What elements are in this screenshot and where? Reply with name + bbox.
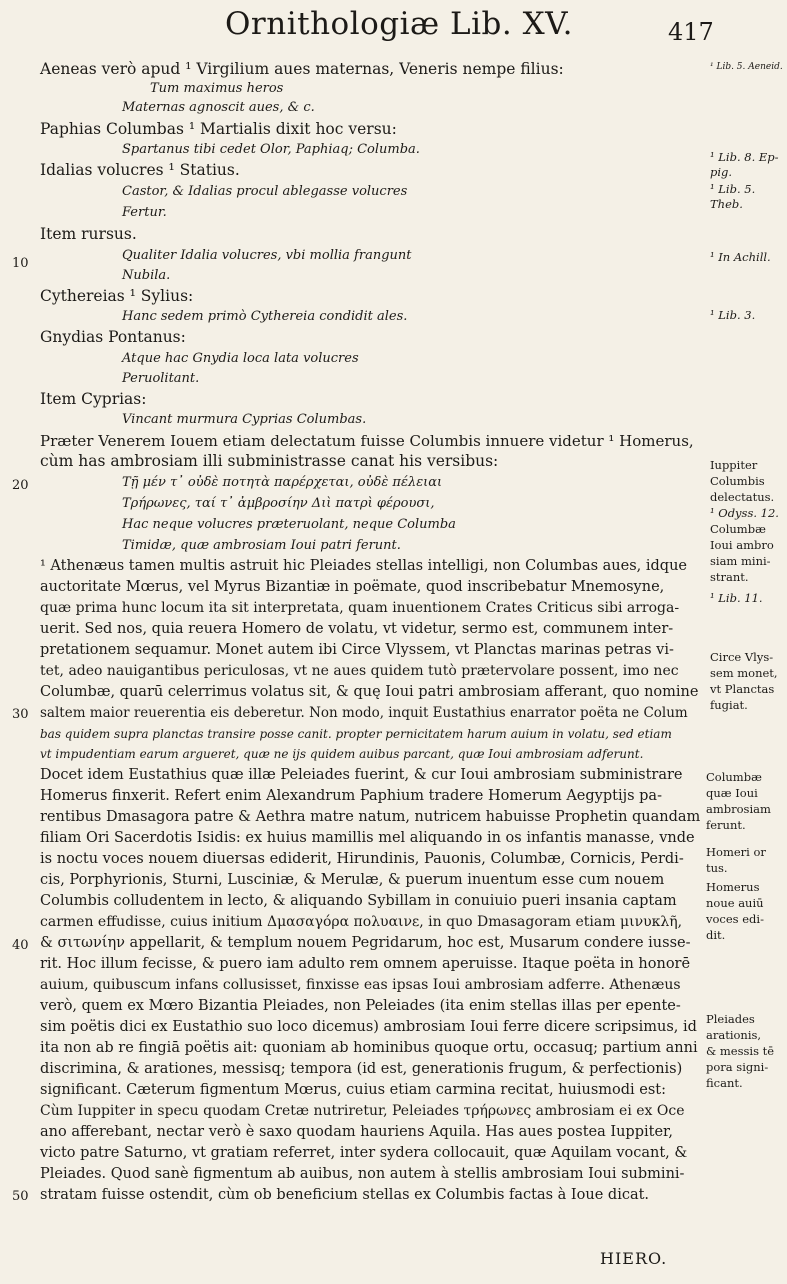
margin-note: ¹ Lib. 11. <box>710 591 763 605</box>
verse-line: Nubila. <box>122 268 171 283</box>
verse-line: Hac neque volucres præteruolant, neque Columba <box>122 517 456 532</box>
text-line: rit. Hoc illum fecisse, & puero iam adulto rem omnem aperuisse. Itaque poëta in honorē <box>40 956 691 972</box>
text-line: is noctu voces nouem diuersas ediderit, Hirundinis, Pauonis, Columbæ, Cornicis, Perdi- <box>40 851 684 867</box>
verse-line: Fertur. <box>122 205 167 220</box>
text-line: & σιτωνίην appellarit, & templum nouem Pegridarum, hoc est, Musarum condere iusse- <box>40 935 691 951</box>
margin-note: vt Planctas <box>710 682 775 696</box>
verse-line: Peruolitant. <box>122 371 200 386</box>
verse-line: Spartanus tibi cedet Olor, Paphiaq; Columba. <box>122 142 420 157</box>
margin-note: strant. <box>710 570 749 584</box>
line-number: 40 <box>12 938 29 953</box>
text-line: Præter Venerem Iouem etiam delectatum fuisse Columbis innuere videtur ¹ Homerus, <box>40 432 694 450</box>
margin-note: & messis tē <box>706 1044 775 1058</box>
text-line: Columbæ, quarū celerrimus volatus sit, & quę Ioui patri ambrosiam afferant, quo nomine <box>40 684 699 700</box>
text-line: auium, quibuscum infans collusisset, finxisse eas ipsas Ioui ambrosiam adferre. Athenæus <box>40 977 681 993</box>
text-line: ita non ab re fingiā poëtis ait: quoniam ab hominibus quoque ortu, occasuq; partium anni <box>40 1040 698 1056</box>
text-line: carmen effudisse, cuius initium Δμασαγόρα πολυαινε, in quo Dmasagoram etiam μινυκλῆ, <box>40 914 683 930</box>
margin-note: ¹ Lib. 5. Aeneid. <box>710 62 783 72</box>
text-line: significant. Cæterum figmentum Mœrus, cuius etiam carmina recitat, huiusmodi est: <box>40 1082 667 1098</box>
line-number: 10 <box>12 256 29 271</box>
margin-note: ferunt. <box>706 818 746 832</box>
line-number: 30 <box>12 707 29 722</box>
text-line: Idalias volucres ¹ Statius. <box>40 161 240 179</box>
margin-note: Theb. <box>710 197 743 211</box>
text-line: Item rursus. <box>40 225 137 243</box>
margin-note: Iuppiter <box>710 458 758 472</box>
greek-verse-line: Τρήρωνες, ταί τ᾽ ἀμβροσίην Διὶ πατρὶ φέρουσι, <box>122 496 435 511</box>
text-line: tet, adeo nauigantibus periculosas, vt ne aues quidem tutò prætervolare possent, imo nec <box>40 663 679 679</box>
margin-note: Pleiades <box>706 1012 755 1026</box>
text-line: ano afferebant, nectar verò è saxo quodam hauriens Aquila. Has aues postea Iuppiter, <box>40 1124 673 1140</box>
catchword: HIERO. <box>600 1249 668 1268</box>
text-line: Paphias Columbas ¹ Martialis dixit hoc versu: <box>40 120 397 138</box>
verse-line: Timidæ, quæ ambrosiam Ioui patri ferunt. <box>122 538 401 553</box>
margin-note: Circe Vlys- <box>710 650 774 664</box>
text-line: Cythereias ¹ Sylius: <box>40 287 194 305</box>
margin-note: sem monet, <box>710 666 778 680</box>
text-line: filiam Ori Sacerdotis Isidis: ex huius mamillis mel aliquando in os infantis manasse, vnde <box>40 830 695 846</box>
text-line: Docet idem Eustathius quæ illæ Peleiades fuerint, & cur Ioui ambrosiam subministrare <box>40 767 683 783</box>
greek-verse-line: Τῇ μέν τ᾽ οὐδὲ ποτητὰ παρέρχεται, οὐδὲ πέλειαι <box>122 475 443 490</box>
margin-note: voces edi- <box>706 912 764 926</box>
margin-note: pora signi- <box>706 1060 769 1074</box>
margin-note: delectatus. <box>710 490 775 504</box>
text-line: auctoritate Mœrus, vel Myrus Bizantiæ in poëmate, quod inscribebatur Mnemosyne, <box>40 579 665 595</box>
verse-line: Tum maximus heros <box>150 81 284 96</box>
text-line: ¹ Athenæus tamen multis astruit hic Pleiades stellas intelligi, non Columbas aues, idque <box>40 558 688 574</box>
margin-note: arationis, <box>706 1028 762 1042</box>
text-line: Pleiades. Quod sanè figmentum ab auibus, non autem à stellis ambrosiam Ioui submini- <box>40 1166 685 1182</box>
margin-note: quæ Ioui <box>706 786 758 800</box>
text-line: sim poëtis dici ex Eustathio suo loco dicemus) ambrosiam Ioui ferre dicere scripsimus, id <box>40 1019 697 1035</box>
verse-line: Atque hac Gnydia loca lata volucres <box>122 351 359 366</box>
margin-note: siam mini- <box>710 554 771 568</box>
text-line: uerit. Sed nos, quia reuera Homero de volatu, vt videtur, sermo est, communem inter- <box>40 621 674 637</box>
margin-note: ¹ Lib. 5. <box>710 182 756 196</box>
text-line: rentibus Dmasagora patre & Aethra matre natum, nutricem habuisse Prophetin quandam <box>40 809 701 825</box>
verse-line: Castor, & Idalias procul ablegasse volucres <box>122 184 408 199</box>
text-line: saltem maior reuerentia eis deberetur. Non modo, inquit Eustathius enarrator poëta ne Colum <box>40 705 688 721</box>
margin-note: Columbis <box>710 474 765 488</box>
text-line: Aeneas verò apud ¹ Virgilium aues maternas, Veneris nempe filius: <box>40 60 564 78</box>
verse-line: Vincant murmura Cyprias Columbas. <box>122 412 367 427</box>
text-line: victo patre Saturno, vt gratiam referret, inter sydera collocauit, quæ Aquilam vocant, & <box>40 1145 688 1161</box>
margin-note: ¹ Lib. 8. Ep- <box>710 150 779 164</box>
verse-line: Qualiter Idalia volucres, vbi mollia frangunt <box>122 248 412 263</box>
margin-note: ¹ In Achill. <box>710 250 771 264</box>
verse-line: Hanc sedem primò Cythereia condidit ales. <box>122 309 408 324</box>
margin-note: dit. <box>706 928 726 942</box>
text-line: Homerus finxerit. Refert enim Alexandrum Paphium tradere Homerum Aegyptijs pa- <box>40 788 662 804</box>
verse-line: Maternas agnoscit aues, & c. <box>122 100 315 115</box>
text-line: verò, quem ex Mœro Bizantia Pleiades, non Peleiades (ita enim stellas illas per epente- <box>40 998 681 1014</box>
margin-note: ambrosiam <box>706 802 771 816</box>
text-line: cis, Porphyrionis, Sturni, Lusciniæ, & Merulæ, & puerum inuentum esse cum nouem <box>40 872 665 888</box>
line-number: 50 <box>12 1189 29 1204</box>
text-line: vt impudentiam earum argueret, quæ ne ijs quidem auibus parcant, quæ Ioui ambrosiam adferunt. <box>40 747 644 761</box>
running-head-title: Ornithologiæ Lib. XV. <box>225 6 573 42</box>
text-line: quæ prima hunc locum ita sit interpretata, quam inuentionem Crates Criticus sibi arroga- <box>40 600 680 616</box>
text-line: cùm has ambrosiam illi subministrasse canat his versibus: <box>40 452 499 470</box>
margin-note: Homeri or <box>706 845 766 859</box>
text-line: bas quidem supra planctas transire posse canit. propter pernicitatem harum auium in volatu, sed etiam <box>40 727 672 741</box>
margin-note: ficant. <box>706 1076 743 1090</box>
text-line: Columbis colludentem in lecto, & aliquando Sybillam in conuiuio pueri insania captam <box>40 893 677 909</box>
margin-note: tus. <box>706 861 728 875</box>
text-line: pretationem sequamur. Monet autem ibi Circe Vlyssem, vt Planctas marinas petras vi- <box>40 642 674 658</box>
text-line: Gnydias Pontanus: <box>40 328 186 346</box>
margin-note: Ioui ambro <box>710 538 774 552</box>
page-number: 417 <box>668 18 714 46</box>
margin-note: fugiat. <box>710 698 748 712</box>
margin-note: pig. <box>710 165 733 179</box>
text-line: stratam fuisse ostendit, cùm ob beneficium stellas ex Columbis factas à Ioue dicat. <box>40 1187 650 1203</box>
text-line: Item Cyprias: <box>40 390 147 408</box>
margin-note: noue auiū <box>706 896 764 910</box>
text-line: discrimina, & arationes, messisq; tempora (id est, generationis frugum, & perfectionis) <box>40 1061 683 1077</box>
margin-note: Columbæ <box>710 522 766 536</box>
margin-note: Homerus <box>706 880 760 894</box>
margin-note: ¹ Lib. 3. <box>710 308 756 322</box>
margin-note: Columbæ <box>706 770 762 784</box>
text-line: Cùm Iuppiter in specu quodam Cretæ nutriretur, Peleiades τρήρωνες ambrosiam ei ex Oce <box>40 1103 685 1119</box>
line-number: 20 <box>12 478 29 493</box>
margin-note: ¹ Odyss. 12. <box>710 506 779 520</box>
